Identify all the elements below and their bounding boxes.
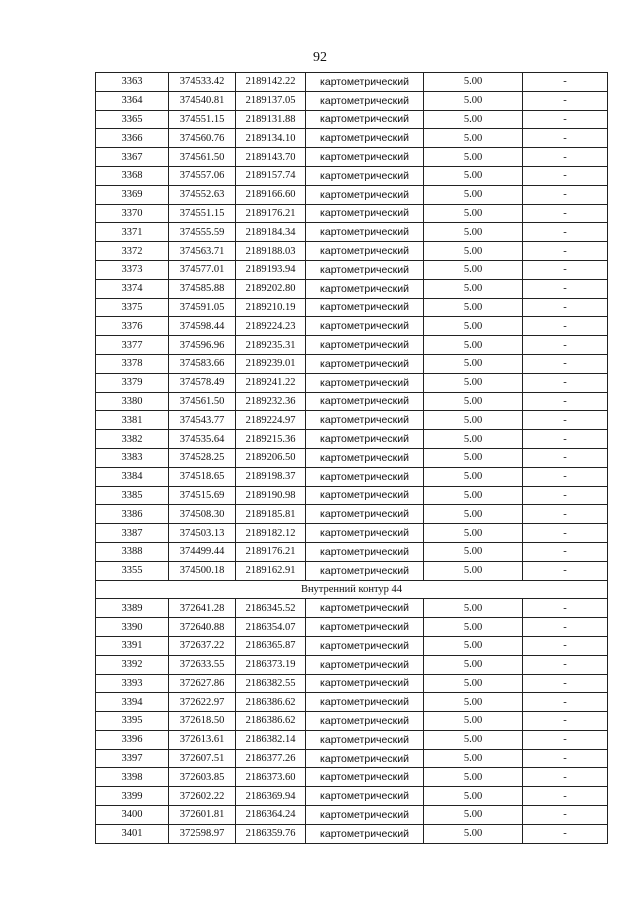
method-cell: картометрический — [306, 411, 424, 430]
table-row — [96, 110, 608, 129]
x-coordinate-cell: 374561.50 — [169, 392, 236, 411]
y-coordinate-cell: 2189193.94 — [236, 260, 306, 279]
accuracy-cell: 5.00 — [424, 674, 523, 693]
accuracy-cell: 5.00 — [424, 279, 523, 298]
table-row — [96, 824, 608, 843]
table-row — [96, 223, 608, 242]
accuracy-cell: 5.00 — [424, 110, 523, 129]
table-row — [96, 599, 608, 618]
accuracy-cell: 5.00 — [424, 336, 523, 355]
y-coordinate-cell: 2186377.26 — [236, 749, 306, 768]
accuracy-cell: 5.00 — [424, 824, 523, 843]
point-number-cell: 3391 — [96, 636, 169, 655]
table-body-inner-contour — [96, 599, 608, 843]
section-title: Внутренний контур 44 — [96, 580, 608, 599]
y-coordinate-cell: 2189176.21 — [236, 204, 306, 223]
method-cell: картометрический — [306, 787, 424, 806]
method-cell: картометрический — [306, 561, 424, 580]
description-cell: - — [523, 223, 608, 242]
table-row — [96, 411, 608, 430]
table-row — [96, 486, 608, 505]
accuracy-cell: 5.00 — [424, 260, 523, 279]
description-cell: - — [523, 787, 608, 806]
table-row — [96, 787, 608, 806]
point-number-cell: 3382 — [96, 430, 169, 449]
accuracy-cell: 5.00 — [424, 242, 523, 261]
point-number-cell: 3389 — [96, 599, 169, 618]
point-number-cell: 3370 — [96, 204, 169, 223]
y-coordinate-cell: 2189176.21 — [236, 542, 306, 561]
description-cell: - — [523, 373, 608, 392]
accuracy-cell: 5.00 — [424, 730, 523, 749]
x-coordinate-cell: 372633.55 — [169, 655, 236, 674]
accuracy-cell: 5.00 — [424, 618, 523, 637]
y-coordinate-cell: 2189232.36 — [236, 392, 306, 411]
point-number-cell: 3398 — [96, 768, 169, 787]
description-cell: - — [523, 561, 608, 580]
description-cell: - — [523, 110, 608, 129]
x-coordinate-cell: 374528.25 — [169, 448, 236, 467]
x-coordinate-cell: 374535.64 — [169, 430, 236, 449]
y-coordinate-cell: 2189224.97 — [236, 411, 306, 430]
y-coordinate-cell: 2189235.31 — [236, 336, 306, 355]
description-cell: - — [523, 824, 608, 843]
y-coordinate-cell: 2189143.70 — [236, 148, 306, 167]
description-cell: - — [523, 148, 608, 167]
x-coordinate-cell: 374598.44 — [169, 317, 236, 336]
description-cell: - — [523, 298, 608, 317]
method-cell: картометрический — [306, 373, 424, 392]
y-coordinate-cell: 2189210.19 — [236, 298, 306, 317]
accuracy-cell: 5.00 — [424, 749, 523, 768]
table-row — [96, 148, 608, 167]
table-body-contour — [96, 73, 608, 581]
point-number-cell: 3368 — [96, 166, 169, 185]
table-row — [96, 336, 608, 355]
y-coordinate-cell: 2186382.14 — [236, 730, 306, 749]
accuracy-cell: 5.00 — [424, 768, 523, 787]
description-cell: - — [523, 448, 608, 467]
description-cell: - — [523, 730, 608, 749]
point-number-cell: 3400 — [96, 806, 169, 825]
accuracy-cell: 5.00 — [424, 317, 523, 336]
page-number: 92 — [313, 50, 327, 65]
x-coordinate-cell: 374577.01 — [169, 260, 236, 279]
accuracy-cell: 5.00 — [424, 185, 523, 204]
accuracy-cell: 5.00 — [424, 524, 523, 543]
description-cell: - — [523, 204, 608, 223]
table-row — [96, 448, 608, 467]
table-row — [96, 467, 608, 486]
method-cell: картометрический — [306, 730, 424, 749]
point-number-cell: 3384 — [96, 467, 169, 486]
table-row — [96, 317, 608, 336]
x-coordinate-cell: 374515.69 — [169, 486, 236, 505]
accuracy-cell: 5.00 — [424, 298, 523, 317]
description-cell: - — [523, 354, 608, 373]
x-coordinate-cell: 372618.50 — [169, 712, 236, 731]
x-coordinate-cell: 374499.44 — [169, 542, 236, 561]
point-number-cell: 3355 — [96, 561, 169, 580]
y-coordinate-cell: 2189185.81 — [236, 505, 306, 524]
y-coordinate-cell: 2189137.05 — [236, 91, 306, 110]
table-row — [96, 561, 608, 580]
method-cell: картометрический — [306, 824, 424, 843]
x-coordinate-cell: 374583.66 — [169, 354, 236, 373]
x-coordinate-cell: 374540.81 — [169, 91, 236, 110]
x-coordinate-cell: 374508.30 — [169, 505, 236, 524]
method-cell: картометрический — [306, 524, 424, 543]
table-row — [96, 806, 608, 825]
point-number-cell: 3369 — [96, 185, 169, 204]
y-coordinate-cell: 2189206.50 — [236, 448, 306, 467]
description-cell: - — [523, 73, 608, 92]
x-coordinate-cell: 374518.65 — [169, 467, 236, 486]
table-row — [96, 91, 608, 110]
y-coordinate-cell: 2189239.01 — [236, 354, 306, 373]
point-number-cell: 3397 — [96, 749, 169, 768]
x-coordinate-cell: 374563.71 — [169, 242, 236, 261]
table-row — [96, 204, 608, 223]
y-coordinate-cell: 2186373.60 — [236, 768, 306, 787]
point-number-cell: 3371 — [96, 223, 169, 242]
description-cell: - — [523, 693, 608, 712]
method-cell: картометрический — [306, 674, 424, 693]
accuracy-cell: 5.00 — [424, 91, 523, 110]
description-cell: - — [523, 618, 608, 637]
x-coordinate-cell: 374585.88 — [169, 279, 236, 298]
method-cell: картометрический — [306, 204, 424, 223]
point-number-cell: 3374 — [96, 279, 169, 298]
x-coordinate-cell: 372640.88 — [169, 618, 236, 637]
point-number-cell: 3392 — [96, 655, 169, 674]
x-coordinate-cell: 374552.63 — [169, 185, 236, 204]
accuracy-cell: 5.00 — [424, 806, 523, 825]
x-coordinate-cell: 372613.61 — [169, 730, 236, 749]
x-coordinate-cell: 372622.97 — [169, 693, 236, 712]
y-coordinate-cell: 2189166.60 — [236, 185, 306, 204]
point-number-cell: 3390 — [96, 618, 169, 637]
x-coordinate-cell: 374551.15 — [169, 110, 236, 129]
point-number-cell: 3396 — [96, 730, 169, 749]
section-header-row — [96, 580, 608, 599]
x-coordinate-cell: 374500.18 — [169, 561, 236, 580]
accuracy-cell: 5.00 — [424, 392, 523, 411]
accuracy-cell: 5.00 — [424, 223, 523, 242]
point-number-cell: 3366 — [96, 129, 169, 148]
y-coordinate-cell: 2186365.87 — [236, 636, 306, 655]
description-cell: - — [523, 712, 608, 731]
description-cell: - — [523, 599, 608, 618]
table-row — [96, 260, 608, 279]
table-row — [96, 73, 608, 92]
x-coordinate-cell: 372627.86 — [169, 674, 236, 693]
accuracy-cell: 5.00 — [424, 636, 523, 655]
method-cell: картометрический — [306, 166, 424, 185]
accuracy-cell: 5.00 — [424, 505, 523, 524]
point-number-cell: 3378 — [96, 354, 169, 373]
point-number-cell: 3383 — [96, 448, 169, 467]
accuracy-cell: 5.00 — [424, 561, 523, 580]
table-row — [96, 542, 608, 561]
point-number-cell: 3364 — [96, 91, 169, 110]
x-coordinate-cell: 374533.42 — [169, 73, 236, 92]
y-coordinate-cell: 2186369.94 — [236, 787, 306, 806]
method-cell: картометрический — [306, 486, 424, 505]
point-number-cell: 3394 — [96, 693, 169, 712]
accuracy-cell: 5.00 — [424, 129, 523, 148]
table-row — [96, 618, 608, 637]
x-coordinate-cell: 372607.51 — [169, 749, 236, 768]
x-coordinate-cell: 372598.97 — [169, 824, 236, 843]
table-row — [96, 129, 608, 148]
method-cell: картометрический — [306, 712, 424, 731]
table-row — [96, 373, 608, 392]
point-number-cell: 3395 — [96, 712, 169, 731]
description-cell: - — [523, 430, 608, 449]
accuracy-cell: 5.00 — [424, 204, 523, 223]
accuracy-cell: 5.00 — [424, 448, 523, 467]
method-cell: картометрический — [306, 91, 424, 110]
x-coordinate-cell: 374561.50 — [169, 148, 236, 167]
method-cell: картометрический — [306, 317, 424, 336]
point-number-cell: 3375 — [96, 298, 169, 317]
point-number-cell: 3376 — [96, 317, 169, 336]
table-row — [96, 242, 608, 261]
coordinates-table — [95, 72, 608, 844]
y-coordinate-cell: 2186359.76 — [236, 824, 306, 843]
method-cell: картометрический — [306, 223, 424, 242]
table-row — [96, 749, 608, 768]
accuracy-cell: 5.00 — [424, 693, 523, 712]
x-coordinate-cell: 372637.22 — [169, 636, 236, 655]
point-number-cell: 3399 — [96, 787, 169, 806]
accuracy-cell: 5.00 — [424, 166, 523, 185]
point-number-cell: 3393 — [96, 674, 169, 693]
method-cell: картометрический — [306, 636, 424, 655]
accuracy-cell: 5.00 — [424, 787, 523, 806]
accuracy-cell: 5.00 — [424, 148, 523, 167]
table-row — [96, 298, 608, 317]
table-row — [96, 430, 608, 449]
table-row — [96, 768, 608, 787]
description-cell: - — [523, 768, 608, 787]
method-cell: картометрический — [306, 768, 424, 787]
method-cell: картометрический — [306, 110, 424, 129]
y-coordinate-cell: 2189131.88 — [236, 110, 306, 129]
y-coordinate-cell: 2186386.62 — [236, 693, 306, 712]
y-coordinate-cell: 2189162.91 — [236, 561, 306, 580]
method-cell: картометрический — [306, 693, 424, 712]
method-cell: картометрический — [306, 73, 424, 92]
y-coordinate-cell: 2189142.22 — [236, 73, 306, 92]
method-cell: картометрический — [306, 148, 424, 167]
method-cell: картометрический — [306, 298, 424, 317]
y-coordinate-cell: 2189182.12 — [236, 524, 306, 543]
table-row — [96, 392, 608, 411]
description-cell: - — [523, 524, 608, 543]
table-row — [96, 354, 608, 373]
method-cell: картометрический — [306, 260, 424, 279]
method-cell: картометрический — [306, 749, 424, 768]
point-number-cell: 3363 — [96, 73, 169, 92]
method-cell: картометрический — [306, 279, 424, 298]
point-number-cell: 3380 — [96, 392, 169, 411]
y-coordinate-cell: 2189134.10 — [236, 129, 306, 148]
point-number-cell: 3387 — [96, 524, 169, 543]
description-cell: - — [523, 505, 608, 524]
y-coordinate-cell: 2189190.98 — [236, 486, 306, 505]
description-cell: - — [523, 467, 608, 486]
point-number-cell: 3381 — [96, 411, 169, 430]
section-header-row-group — [96, 580, 608, 599]
method-cell: картометрический — [306, 505, 424, 524]
method-cell: картометрический — [306, 392, 424, 411]
x-coordinate-cell: 372641.28 — [169, 599, 236, 618]
y-coordinate-cell: 2189224.23 — [236, 317, 306, 336]
x-coordinate-cell: 372603.85 — [169, 768, 236, 787]
x-coordinate-cell: 374557.06 — [169, 166, 236, 185]
accuracy-cell: 5.00 — [424, 655, 523, 674]
point-number-cell: 3401 — [96, 824, 169, 843]
description-cell: - — [523, 674, 608, 693]
x-coordinate-cell: 374596.96 — [169, 336, 236, 355]
accuracy-cell: 5.00 — [424, 542, 523, 561]
accuracy-cell: 5.00 — [424, 373, 523, 392]
accuracy-cell: 5.00 — [424, 467, 523, 486]
method-cell: картометрический — [306, 542, 424, 561]
description-cell: - — [523, 749, 608, 768]
table-row — [96, 712, 608, 731]
x-coordinate-cell: 374560.76 — [169, 129, 236, 148]
method-cell: картометрический — [306, 242, 424, 261]
y-coordinate-cell: 2189241.22 — [236, 373, 306, 392]
description-cell: - — [523, 129, 608, 148]
y-coordinate-cell: 2186382.55 — [236, 674, 306, 693]
method-cell: картометрический — [306, 129, 424, 148]
accuracy-cell: 5.00 — [424, 354, 523, 373]
table-row — [96, 636, 608, 655]
accuracy-cell: 5.00 — [424, 411, 523, 430]
method-cell: картометрический — [306, 430, 424, 449]
description-cell: - — [523, 317, 608, 336]
table-row — [96, 505, 608, 524]
x-coordinate-cell: 372602.22 — [169, 787, 236, 806]
point-number-cell: 3365 — [96, 110, 169, 129]
table-row — [96, 730, 608, 749]
point-number-cell: 3373 — [96, 260, 169, 279]
description-cell: - — [523, 336, 608, 355]
table-row — [96, 655, 608, 674]
point-number-cell: 3388 — [96, 542, 169, 561]
description-cell: - — [523, 655, 608, 674]
x-coordinate-cell: 374555.59 — [169, 223, 236, 242]
y-coordinate-cell: 2186354.07 — [236, 618, 306, 637]
table-row — [96, 524, 608, 543]
point-number-cell: 3385 — [96, 486, 169, 505]
x-coordinate-cell: 374503.13 — [169, 524, 236, 543]
point-number-cell: 3377 — [96, 336, 169, 355]
table-row — [96, 279, 608, 298]
description-cell: - — [523, 411, 608, 430]
description-cell: - — [523, 166, 608, 185]
method-cell: картометрический — [306, 618, 424, 637]
x-coordinate-cell: 374551.15 — [169, 204, 236, 223]
y-coordinate-cell: 2189157.74 — [236, 166, 306, 185]
method-cell: картометрический — [306, 806, 424, 825]
point-number-cell: 3367 — [96, 148, 169, 167]
description-cell: - — [523, 91, 608, 110]
description-cell: - — [523, 806, 608, 825]
y-coordinate-cell: 2189184.34 — [236, 223, 306, 242]
description-cell: - — [523, 392, 608, 411]
method-cell: картометрический — [306, 467, 424, 486]
description-cell: - — [523, 242, 608, 261]
table-row — [96, 185, 608, 204]
y-coordinate-cell: 2189215.36 — [236, 430, 306, 449]
method-cell: картометрический — [306, 599, 424, 618]
y-coordinate-cell: 2189198.37 — [236, 467, 306, 486]
x-coordinate-cell: 374578.49 — [169, 373, 236, 392]
description-cell: - — [523, 260, 608, 279]
point-number-cell: 3379 — [96, 373, 169, 392]
accuracy-cell: 5.00 — [424, 599, 523, 618]
description-cell: - — [523, 486, 608, 505]
method-cell: картометрический — [306, 354, 424, 373]
description-cell: - — [523, 279, 608, 298]
y-coordinate-cell: 2186345.52 — [236, 599, 306, 618]
accuracy-cell: 5.00 — [424, 430, 523, 449]
accuracy-cell: 5.00 — [424, 712, 523, 731]
table-row — [96, 693, 608, 712]
y-coordinate-cell: 2189188.03 — [236, 242, 306, 261]
accuracy-cell: 5.00 — [424, 73, 523, 92]
description-cell: - — [523, 185, 608, 204]
point-number-cell: 3372 — [96, 242, 169, 261]
y-coordinate-cell: 2186386.62 — [236, 712, 306, 731]
description-cell: - — [523, 636, 608, 655]
description-cell: - — [523, 542, 608, 561]
table-row — [96, 166, 608, 185]
method-cell: картометрический — [306, 655, 424, 674]
y-coordinate-cell: 2186364.24 — [236, 806, 306, 825]
table-row — [96, 674, 608, 693]
method-cell: картометрический — [306, 336, 424, 355]
y-coordinate-cell: 2186373.19 — [236, 655, 306, 674]
x-coordinate-cell: 374543.77 — [169, 411, 236, 430]
y-coordinate-cell: 2189202.80 — [236, 279, 306, 298]
point-number-cell: 3386 — [96, 505, 169, 524]
x-coordinate-cell: 374591.05 — [169, 298, 236, 317]
method-cell: картометрический — [306, 185, 424, 204]
accuracy-cell: 5.00 — [424, 486, 523, 505]
x-coordinate-cell: 372601.81 — [169, 806, 236, 825]
method-cell: картометрический — [306, 448, 424, 467]
